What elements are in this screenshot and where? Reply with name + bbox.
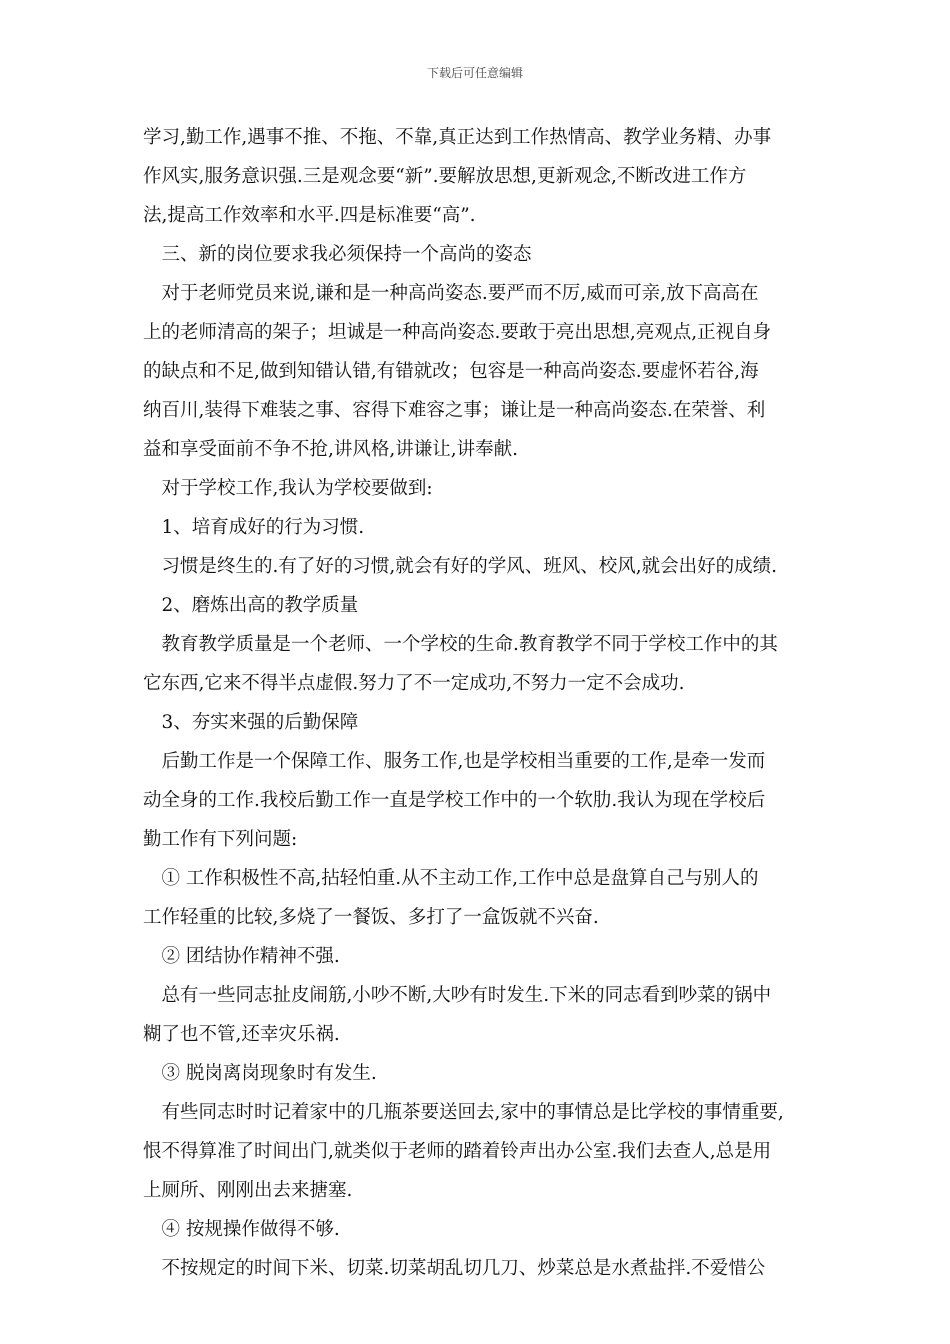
- text-line: 对于老师党员来说,谦和是一种高尚姿态.要严而不厉,威而可亲,放下高高在: [143, 283, 759, 304]
- text-line: 法,提高工作效率和水平.四是标准要“高”.: [143, 205, 476, 226]
- text-line: 纳百川,装得下难装之事、容得下难容之事；谦让是一种高尚姿态.在荣誉、利: [143, 400, 766, 421]
- text-line: 益和享受面前不争不抢,讲风格,讲谦让,讲奉献.: [143, 439, 519, 460]
- text-line: 不按规定的时间下米、切菜.切菜胡乱切几刀、炒菜总是水煮盐拌.不爱惜公: [143, 1258, 766, 1279]
- text-line: 动全身的工作.我校后勤工作一直是学校工作中的一个软肋.我认为现在学校后: [143, 790, 766, 811]
- text-line: 作风实,服务意识强.三是观念要“新”.要解放思想,更新观念,不断改进工作方: [143, 166, 747, 187]
- text-line: 有些同志时时记着家中的几瓶茶要送回去,家中的事情总是比学校的事情重要,: [143, 1102, 784, 1123]
- text-line: 上的老师清高的架子；坦诚是一种高尚姿态.要敢于亮出思想,亮观点,正视自身: [143, 322, 772, 343]
- text-line: 教育教学质量是一个老师、一个学校的生命.教育教学不同于学校工作中的其: [143, 634, 778, 655]
- list-item-heading: 3、夯实来强的后勤保障: [143, 712, 359, 733]
- list-item-heading: 1、培育成好的行为习惯.: [143, 517, 365, 538]
- text-line: 勤工作有下列问题:: [143, 829, 298, 850]
- text-line: 的缺点和不足,做到知错认错,有错就改；包容是一种高尚姿态.要虚怀若谷,海: [143, 361, 759, 382]
- numbered-item: ③ 脱岗离岗现象时有发生.: [143, 1063, 377, 1084]
- text-line: 习惯是终生的.有了好的习惯,就会有好的学风、班风、校风,就会出好的成绩.: [143, 556, 778, 577]
- document-body: [143, 118, 809, 1288]
- text-line: 学习,勤工作,遇事不推、不拖、不靠,真正达到工作热情高、教学业务精、办事: [143, 127, 772, 148]
- text-line: 糊了也不管,还幸灾乐祸.: [143, 1024, 340, 1045]
- section-heading: 三、新的岗位要求我必须保持一个高尚的姿态: [143, 244, 532, 265]
- text-line: 上厕所、刚刚出去来搪塞.: [143, 1180, 353, 1201]
- numbered-item: ① 工作积极性不高,拈轻怕重.从不主动工作,工作中总是盘算自己与别人的: [143, 868, 759, 889]
- text-line: 总有一些同志扯皮闹筋,小吵不断,大吵有时发生.下米的同志看到吵菜的锅中: [143, 985, 772, 1006]
- page-header: 下载后可任意编辑: [426, 66, 523, 80]
- text-line: 对于学校工作,我认为学校要做到:: [143, 478, 433, 499]
- text-line: 它东西,它来不得半点虚假.努力了不一定成功,不努力一定不会成功.: [143, 673, 685, 694]
- list-item-heading: 2、磨炼出高的教学质量: [143, 595, 359, 616]
- numbered-item: ② 团结协作精神不强.: [143, 946, 340, 967]
- text-line: 后勤工作是一个保障工作、服务工作,也是学校相当重要的工作,是牵一发而: [143, 751, 766, 772]
- text-line: 工作轻重的比较,多烧了一餐饭、多打了一盒饭就不兴奋.: [143, 907, 599, 928]
- numbered-item: ④ 按规操作做得不够.: [143, 1219, 340, 1240]
- text-line: 恨不得算准了时间出门,就类似于老师的踏着铃声出办公室.我们去查人,总是用: [143, 1141, 772, 1162]
